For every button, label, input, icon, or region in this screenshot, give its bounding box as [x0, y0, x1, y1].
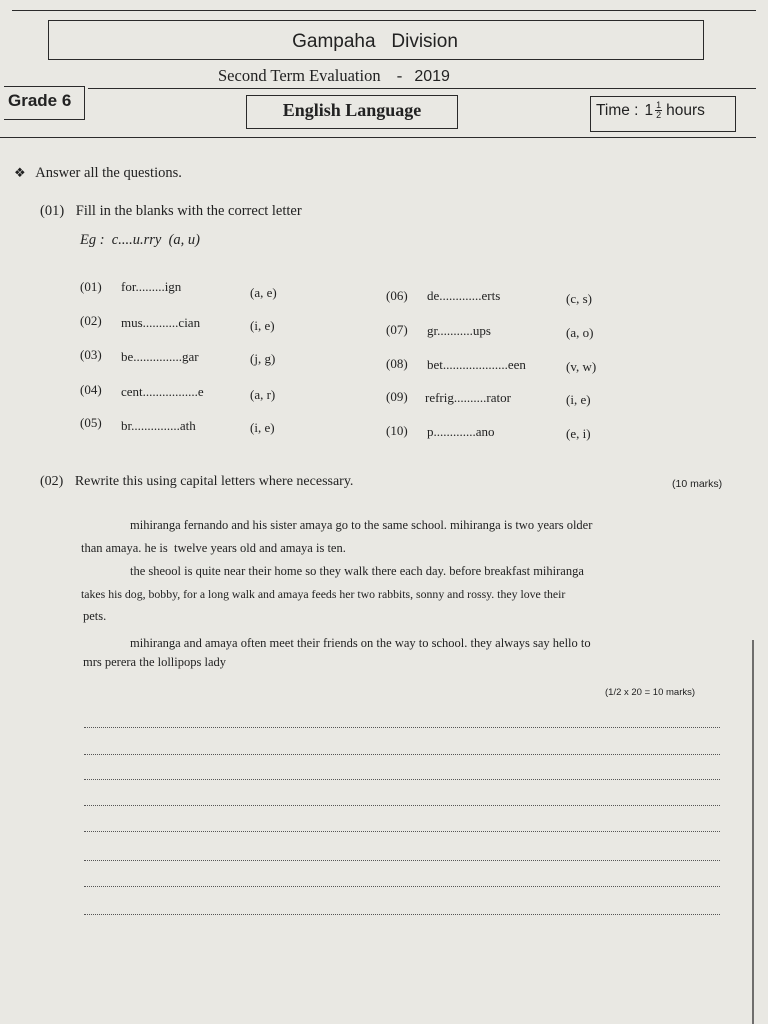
q1-item-02-number: (02) — [80, 313, 102, 328]
time-fraction-numerator: 1 — [656, 100, 662, 110]
page-edge — [752, 640, 754, 1024]
q1-item-03-options: (j, g) — [250, 351, 276, 366]
passage-p2-line2: takes his dog, bobby, for a long walk and amaya feeds her two rabbits, sonny and rossy. they love their — [81, 587, 566, 601]
answer-line[interactable] — [84, 914, 720, 915]
time-allowed — [596, 101, 705, 120]
q1-item-06-number: (06) — [386, 288, 408, 303]
q1-item-09-word: refrig..........rator — [425, 390, 511, 405]
q2-title: Rewrite this using capital letters where necessary. — [74, 474, 354, 489]
q1-item-01-number: (01) — [80, 279, 102, 294]
time-label: Time : — [596, 101, 639, 119]
q1-item-03-number: (03) — [80, 347, 102, 362]
q1-item-08-word: bet....................een — [427, 357, 526, 372]
passage-p3-line2: mrs perera the lollipops lady — [83, 655, 227, 669]
q1-item-06-options: (c, s) — [566, 291, 592, 306]
grade-label: Grade 6 — [8, 91, 72, 110]
evaluation-label: Second Term Evaluation — [218, 66, 381, 85]
evaluation-year: 2019 — [414, 68, 450, 85]
time-whole: 1 — [644, 101, 654, 119]
q1-item-03-word: be...............gar — [121, 349, 199, 364]
subject-title: English Language — [282, 100, 422, 120]
q1-item-04-number: (04) — [80, 382, 102, 397]
q1-item-10-number: (10) — [386, 423, 408, 438]
q1-example: Eg : c....u.rry (a, u) — [80, 232, 201, 248]
q1-item-08-number: (08) — [386, 356, 408, 371]
passage-p2-line3: pets. — [83, 609, 107, 623]
q1-item-10-options: (e, i) — [566, 426, 591, 441]
division-title: Gampaha Division — [292, 31, 458, 52]
evaluation-title — [218, 66, 450, 86]
answer-line[interactable] — [84, 805, 720, 806]
header-rule-upper — [88, 88, 756, 89]
q1-number: (01) — [40, 203, 65, 219]
answer-line[interactable] — [84, 779, 720, 780]
q1-item-01-word: for.........ign — [121, 279, 182, 294]
answer-line[interactable] — [84, 860, 720, 861]
q1-item-05-options: (i, e) — [250, 420, 275, 435]
q1-item-07-number: (07) — [386, 322, 408, 337]
q1-item-02-word: mus...........cian — [121, 315, 201, 330]
passage-p1-line2: than amaya. he is twelve years old and amaya is ten. — [81, 541, 346, 555]
q1-item-04-word: cent.................e — [121, 384, 204, 399]
q1-item-05-word: br...............ath — [121, 418, 196, 433]
q1-item-06-word: de.............erts — [427, 288, 501, 303]
q1-item-05-number: (05) — [80, 415, 102, 430]
top-rule — [12, 10, 756, 11]
q2-number: (02) — [40, 474, 64, 489]
header-rule-lower — [0, 137, 756, 138]
instruction-text: Answer all the questions. — [35, 165, 182, 181]
q1-item-07-options: (a, o) — [566, 325, 594, 340]
q1-heading — [40, 203, 302, 220]
q1-item-10-word: p.............ano — [427, 424, 495, 439]
time-unit: hours — [666, 101, 705, 119]
answer-line[interactable] — [84, 727, 720, 728]
q1-item-04-options: (a, r) — [250, 387, 276, 402]
instruction-line — [14, 165, 182, 182]
time-fraction-denominator: 2 — [656, 110, 662, 120]
answer-line[interactable] — [84, 754, 720, 755]
q1-item-02-options: (i, e) — [250, 318, 275, 333]
q1-title: Fill in the blanks with the correct letter — [75, 203, 302, 219]
passage-p1-line1: mihiranga fernando and his sister amaya go to the same school. mihiranga is two years older — [130, 518, 593, 532]
passage-p3-line1: mihiranga and amaya often meet their friends on the way to school. they always say hello to — [130, 636, 591, 650]
q2-marks: (10 marks) — [672, 478, 723, 490]
q1-item-09-options: (i, e) — [566, 392, 591, 407]
time-fraction — [655, 101, 662, 120]
q1-item-01-options: (a, e) — [250, 285, 277, 300]
evaluation-dash: - — [396, 66, 403, 85]
q2-heading — [40, 474, 353, 490]
q1-item-08-options: (v, w) — [566, 359, 597, 374]
q1-item-07-word: gr...........ups — [427, 323, 491, 338]
q1-item-09-number: (09) — [386, 389, 408, 404]
diamond-bullet-icon: ❖ — [14, 166, 26, 181]
answer-line[interactable] — [84, 886, 720, 887]
passage-p2-line1: the sheool is quite near their home so they walk there each day. before breakfast mihiranga — [130, 564, 584, 578]
q2-score: (1/2 x 20 = 10 marks) — [605, 687, 696, 698]
answer-line[interactable] — [84, 831, 720, 832]
